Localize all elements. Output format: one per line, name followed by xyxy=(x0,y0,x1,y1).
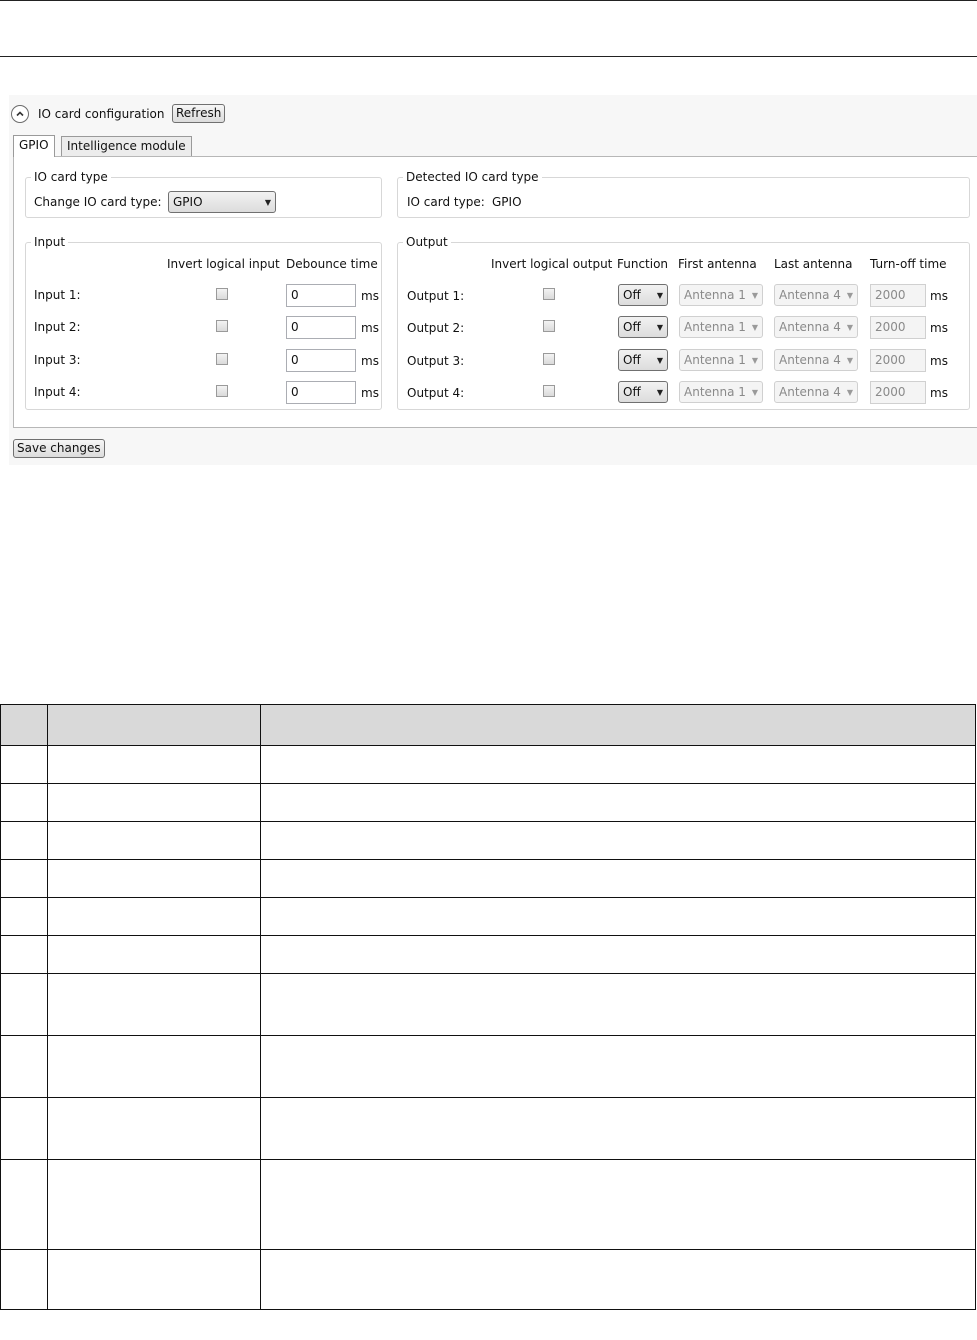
table-row xyxy=(1,784,976,822)
last-antenna-value: Antenna 4 xyxy=(779,320,841,334)
output-row-label: Output 1: xyxy=(407,289,465,303)
debounce-input[interactable]: 0 xyxy=(286,284,356,307)
ms-unit: ms xyxy=(361,289,379,303)
chevron-down-icon: ▼ xyxy=(846,290,853,300)
output-row-label: Output 4: xyxy=(407,386,465,400)
table-row xyxy=(1,936,976,974)
table-row xyxy=(1,1036,976,1098)
turn-off-time-input[interactable]: 2000 xyxy=(870,316,926,339)
invert-input-checkbox[interactable] xyxy=(216,385,228,397)
table-row xyxy=(1,746,976,784)
chevron-down-icon: ▼ xyxy=(656,355,663,365)
chevron-down-icon: ▼ xyxy=(751,387,758,397)
table-row xyxy=(1,974,976,1036)
chevron-down-icon: ▼ xyxy=(656,290,663,300)
change-io-card-type-label: Change IO card type: xyxy=(34,195,162,209)
tab-gpio[interactable]: GPIO xyxy=(13,135,55,157)
turn-off-time-header: Turn-off time xyxy=(870,257,947,271)
turn-off-time-input[interactable]: 2000 xyxy=(870,284,926,307)
io-card-type-legend: IO card type xyxy=(34,170,108,184)
table-row xyxy=(1,1160,976,1250)
first-antenna-select[interactable] xyxy=(679,316,763,338)
table-header-cell xyxy=(48,705,261,746)
last-antenna-value: Antenna 4 xyxy=(779,288,841,302)
io-card-configuration-panel xyxy=(9,95,977,465)
invert-output-checkbox[interactable] xyxy=(543,385,555,397)
chevron-down-icon: ▼ xyxy=(656,387,663,397)
last-antenna-select[interactable] xyxy=(774,284,858,306)
ms-unit: ms xyxy=(361,354,379,368)
invert-logical-output-header: Invert logical output xyxy=(491,257,613,271)
debounce-input[interactable]: 0 xyxy=(286,316,356,339)
invert-input-checkbox[interactable] xyxy=(216,353,228,365)
chevron-down-icon: ▼ xyxy=(656,322,663,332)
invert-input-checkbox[interactable] xyxy=(216,320,228,332)
first-antenna-select[interactable] xyxy=(679,381,763,403)
ms-unit: ms xyxy=(361,321,379,335)
invert-input-checkbox[interactable] xyxy=(216,288,228,300)
last-antenna-value: Antenna 4 xyxy=(779,353,841,367)
panel-title: IO card configuration xyxy=(38,107,165,121)
invert-output-checkbox[interactable] xyxy=(543,353,555,365)
detected-io-card-type-group xyxy=(397,170,970,218)
input-row-label: Input 4: xyxy=(34,385,81,399)
refresh-button[interactable]: Refresh xyxy=(172,104,225,123)
chevron-down-icon: ▼ xyxy=(751,322,758,332)
first-antenna-value: Antenna 1 xyxy=(684,353,746,367)
io-card-type-select[interactable] xyxy=(168,191,276,213)
output-legend: Output xyxy=(406,235,448,249)
function-select-value: Off xyxy=(623,353,641,367)
chevron-down-icon: ▼ xyxy=(264,197,271,207)
function-header: Function xyxy=(617,257,669,271)
function-select[interactable] xyxy=(618,284,668,306)
last-antenna-select[interactable] xyxy=(774,381,858,403)
input-row-label: Input 3: xyxy=(34,353,81,367)
invert-output-checkbox[interactable] xyxy=(543,320,555,332)
first-antenna-value: Antenna 1 xyxy=(684,320,746,334)
first-antenna-value: Antenna 1 xyxy=(684,385,746,399)
gpio-tab-content xyxy=(13,156,977,428)
table-header-row xyxy=(1,705,976,746)
documentation-table xyxy=(0,704,976,1310)
tab-intelligence-module[interactable]: Intelligence module xyxy=(61,136,192,156)
function-select-value: Off xyxy=(623,385,641,399)
function-select[interactable] xyxy=(618,316,668,338)
table-row xyxy=(1,860,976,898)
turn-off-time-input[interactable]: 2000 xyxy=(870,381,926,404)
output-row-label: Output 2: xyxy=(407,321,465,335)
turn-off-time-input[interactable]: 2000 xyxy=(870,349,926,372)
input-legend: Input xyxy=(34,235,66,249)
chevron-down-icon: ▼ xyxy=(751,355,758,365)
invert-logical-input-header: Invert logical input xyxy=(167,257,280,271)
ms-unit: ms xyxy=(361,386,379,400)
debounce-time-header: Debounce time xyxy=(286,257,378,271)
first-antenna-header: First antenna xyxy=(678,257,757,271)
table-header-cell xyxy=(261,705,976,746)
invert-output-checkbox[interactable] xyxy=(543,288,555,300)
table-row xyxy=(1,1098,976,1160)
detected-io-card-type-label: IO card type: xyxy=(407,195,485,209)
first-antenna-select[interactable] xyxy=(679,284,763,306)
function-select-value: Off xyxy=(623,288,641,302)
chevron-down-icon: ▼ xyxy=(846,355,853,365)
table-row xyxy=(1,1250,976,1310)
ms-unit: ms xyxy=(930,386,948,400)
last-antenna-select[interactable] xyxy=(774,316,858,338)
detected-io-card-type-value: GPIO xyxy=(492,195,522,209)
chevron-down-icon: ▼ xyxy=(846,322,853,332)
function-select[interactable] xyxy=(618,381,668,403)
table-row xyxy=(1,898,976,936)
save-changes-button[interactable]: Save changes xyxy=(13,439,105,458)
top-rule xyxy=(0,0,977,1)
function-select-value: Off xyxy=(623,320,641,334)
debounce-input[interactable]: 0 xyxy=(286,349,356,372)
ms-unit: ms xyxy=(930,354,948,368)
ms-unit: ms xyxy=(930,321,948,335)
chevron-up-icon[interactable] xyxy=(11,105,29,123)
ms-unit: ms xyxy=(930,289,948,303)
header-rule xyxy=(0,56,977,57)
detected-io-card-type-legend: Detected IO card type xyxy=(406,170,539,184)
input-row-label: Input 1: xyxy=(34,288,81,302)
first-antenna-value: Antenna 1 xyxy=(684,288,746,302)
chevron-down-icon: ▼ xyxy=(751,290,758,300)
debounce-input[interactable]: 0 xyxy=(286,381,356,404)
last-antenna-select[interactable] xyxy=(774,349,858,371)
input-row-label: Input 2: xyxy=(34,320,81,334)
last-antenna-header: Last antenna xyxy=(774,257,853,271)
io-card-type-select-value: GPIO xyxy=(173,195,203,209)
table-header-cell xyxy=(1,705,48,746)
output-row-label: Output 3: xyxy=(407,354,465,368)
first-antenna-select[interactable] xyxy=(679,349,763,371)
function-select[interactable] xyxy=(618,349,668,371)
chevron-down-icon: ▼ xyxy=(846,387,853,397)
last-antenna-value: Antenna 4 xyxy=(779,385,841,399)
table-row xyxy=(1,822,976,860)
